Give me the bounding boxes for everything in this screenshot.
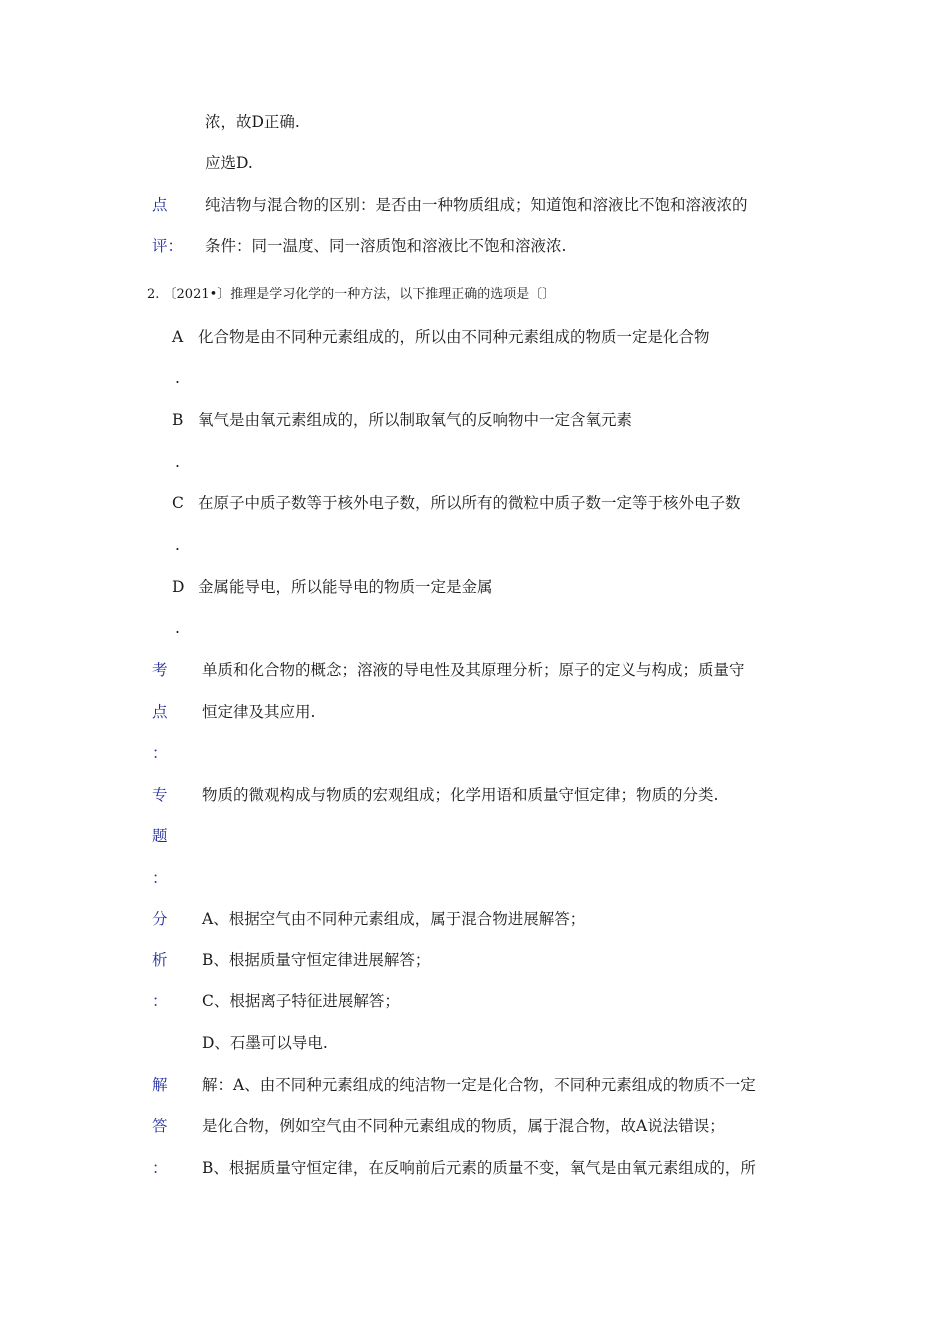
fenxi-label-2: 析 [152, 951, 168, 969]
zhuanti-label-2: 题 [152, 827, 168, 845]
comment-label-2: 评： [152, 237, 184, 255]
zhuanti-label-3: ： [152, 869, 168, 887]
option-d-dot: . [175, 619, 180, 637]
zhuanti-line-1: 物质的微观构成与物质的宏观组成；化学用语和质量守恒定律；物质的分类. [202, 786, 719, 804]
option-c-dot: . [175, 536, 180, 554]
option-c-letter: C [172, 494, 184, 512]
fenxi-line-1: A、根据空气由不同种元素组成，属于混合物进展解答； [202, 910, 586, 928]
kaodian-label-3: ： [152, 744, 168, 762]
fenxi-label-3: ： [152, 992, 168, 1010]
jieda-label-3: ： [152, 1159, 168, 1177]
fenxi-line-4: D、石墨可以导电. [202, 1034, 328, 1052]
prev-line-1: 浓，故D正确. [205, 113, 300, 131]
comment-line-1: 纯洁物与混合物的区别：是否由一种物质组成；知道饱和溶液比不饱和溶液浓的 [205, 196, 748, 214]
option-a-dot: . [175, 369, 180, 387]
option-b-letter: B [172, 411, 184, 429]
option-a-letter: A [172, 328, 184, 346]
zhuanti-label-1: 专 [152, 786, 168, 804]
kaodian-line-1: 单质和化合物的概念；溶液的导电性及其原理分析；原子的定义与构成；质量守 [202, 661, 745, 679]
fenxi-line-3: C、根据离子特征进展解答； [202, 992, 400, 1010]
question-stem: 2. 〔2021•〕推理是学习化学的一种方法，以下推理正确的选项是〔〕 [147, 287, 556, 302]
option-d-letter: D [172, 578, 185, 596]
jieda-line-2: 是化合物，例如空气由不同种元素组成的物质，属于混合物，故A说法错误； [202, 1117, 725, 1135]
option-a-text: 化合物是由不同种元素组成的，所以由不同种元素组成的物质一定是化合物 [198, 328, 710, 346]
kaodian-line-2: 恒定律及其应用. [202, 703, 316, 721]
fenxi-label-1: 分 [152, 910, 168, 928]
fenxi-line-2: B、根据质量守恒定律进展解答； [202, 951, 431, 969]
option-b-dot: . [175, 453, 180, 471]
jieda-line-1: 解：A、由不同种元素组成的纯洁物一定是化合物，不同种元素组成的物质不一定 [202, 1076, 756, 1094]
comment-label-1: 点 [152, 196, 168, 214]
prev-line-2: 应选D. [205, 154, 253, 172]
comment-line-2: 条件：同一温度、同一溶质饱和溶液比不饱和溶液浓. [205, 237, 567, 255]
kaodian-label-2: 点 [152, 703, 168, 721]
option-c-text: 在原子中质子数等于核外电子数，所以所有的微粒中质子数一定等于核外电子数 [198, 494, 741, 512]
jieda-label-1: 解 [152, 1076, 168, 1094]
jieda-label-2: 答 [152, 1117, 168, 1135]
jieda-line-3: B、根据质量守恒定律，在反响前后元素的质量不变，氧气是由氧元素组成的，所 [202, 1159, 756, 1177]
kaodian-label-1: 考 [152, 661, 168, 679]
option-b-text: 氧气是由氧元素组成的，所以制取氧气的反响物中一定含氧元素 [198, 411, 633, 429]
option-d-text: 金属能导电，所以能导电的物质一定是金属 [198, 578, 493, 596]
